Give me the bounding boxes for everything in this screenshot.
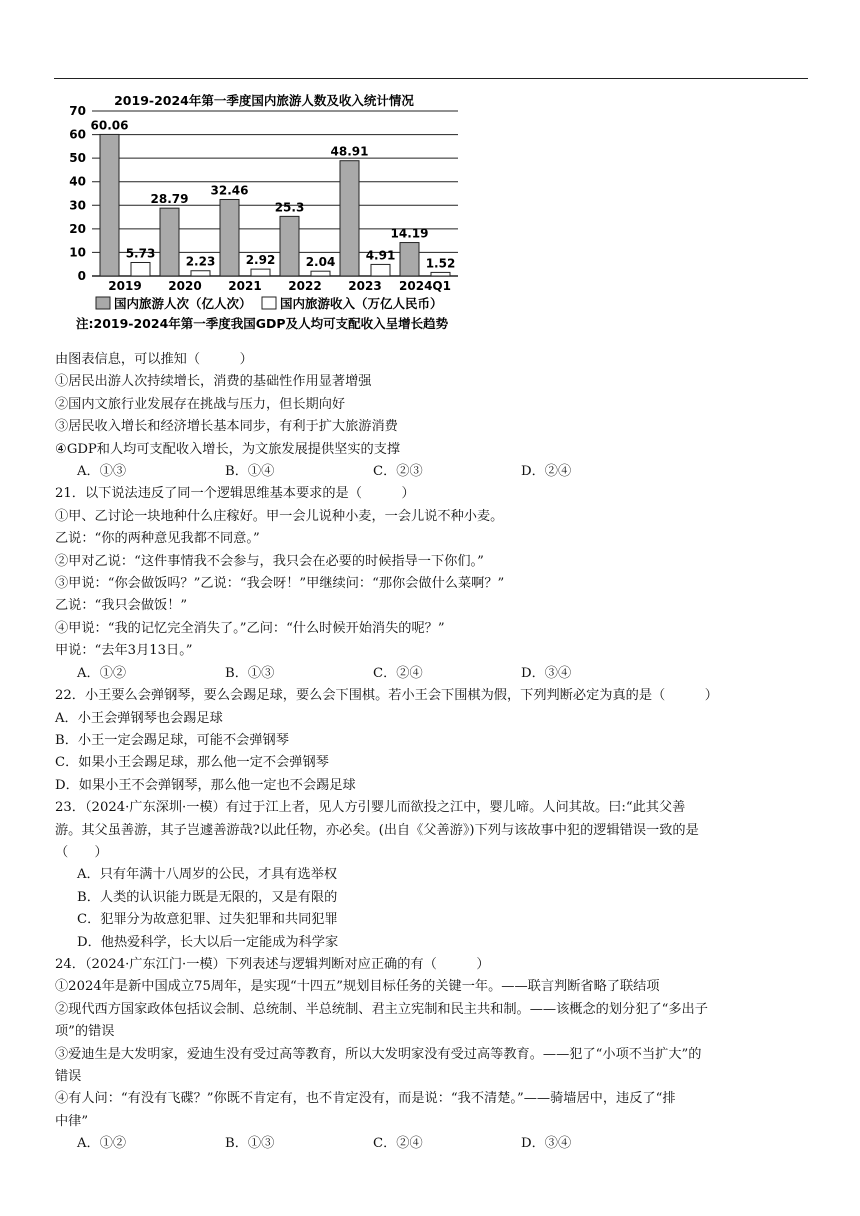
q21-line-6: ④甲说：“我的记忆完全消失了。”乙问：“什么时候开始消失的呢？” [55,620,445,636]
bar-visits-2020 [160,208,179,276]
q21-line-7: 甲说：“去年3月13日。” [55,643,193,659]
category-labels [108,279,451,293]
data-label-revenue-2021: 2.92 [245,253,276,268]
y-tick-40: 40 [69,174,86,189]
x-tick-2023: 2023 [348,279,382,293]
data-label-revenue-2023: 4.91 [365,248,396,263]
q21-line-1: ①甲、乙讨论一块地种什么庄稼好。甲一会儿说种小麦，一会儿说不种小麦。 [55,508,504,524]
legend-swatch-visits [96,297,110,309]
x-tick-2019: 2019 [108,279,142,293]
data-label-revenue-2024Q1: 1.52 [425,256,456,271]
q20-option-a[interactable]: A．①③ [77,464,127,480]
bar-revenue-2019 [131,262,150,276]
y-tick-0: 0 [77,269,86,283]
q20-item-3: ③居民收入增长和经济增长基本同步，有利于扩大旅游消费 [55,419,398,435]
question-content [55,349,815,1156]
bar-visits-2024Q1 [400,243,419,276]
q20-stem: 由图表信息，可以推知（ ） [55,352,253,367]
y-tick-60: 60 [69,127,86,142]
q20-options [55,461,815,483]
q21-line-5: 乙说：“我只会做饭！” [55,598,188,614]
bar-revenue-2020 [191,271,210,276]
q23-choice-c[interactable]: C．犯罪分为故意犯罪、过失犯罪和共同犯罪 [77,912,338,928]
q21-line-2: 乙说：“你的两种意见我都不同意。” [55,531,260,547]
q21-option-d[interactable]: D．③④ [521,665,572,681]
data-label-visits-2022: 25.3 [274,200,305,215]
q20-option-c[interactable]: C．②③ [373,464,423,480]
bar-visits-2022 [280,216,299,276]
q24-line-3: 项”的错误 [55,1024,115,1040]
tourism-bar-chart [54,86,474,336]
bar-revenue-2021 [251,269,270,276]
data-label-revenue-2022: 2.04 [305,255,336,270]
legend-swatch-revenue [262,297,276,309]
q20-option-d[interactable]: D．②④ [521,464,572,480]
q24-option-d[interactable]: D．③④ [521,1136,572,1152]
q21-stem: 21．以下说法违反了同一个逻辑思维基本要求的是（ ） [55,486,415,502]
q24-option-b[interactable]: B．①③ [225,1136,275,1152]
q20-item-4: ④GDP和人均可支配收入增长，为文旅发展提供坚实的支撑 [55,441,401,457]
q24-line-2: ②现代西方国家政体包括议会制、总统制、半总统制、君主立宪制和民主共和制。——该概念的划分犯了“多出子 [55,1001,708,1017]
q22-choice-d[interactable]: D．如果小王不会弹钢琴，那么他一定也不会踢足球 [55,777,356,793]
bar-revenue-2023 [371,264,390,276]
q22-choice-b[interactable]: B．小王一定会踢足球，可能不会弹钢琴 [55,732,289,748]
data-label-visits-2021: 32.46 [210,183,249,198]
q24-option-a[interactable]: A．①② [77,1136,127,1152]
q24-options [55,1133,815,1155]
q23-choice-d[interactable]: D．他热爱科学，长大以后一定能成为科学家 [77,934,339,950]
y-tick-10: 10 [69,245,86,260]
bar-visits-2023 [340,161,359,276]
q24-stem: 24．（2024·广东江门·一模）下列表述与逻辑判断对应正确的有（ ） [55,956,490,972]
y-tick-50: 50 [69,151,86,166]
q20-item-1: ①居民出游人次持续增长，消费的基础性作用显著增强 [55,374,372,390]
data-label-visits-2024Q1: 14.19 [390,226,429,241]
chart-title: 2019-2024年第一季度国内旅游人数及收入统计情况 [114,93,414,108]
q24-line-6: ④有人问：“有没有飞碟？”你既不肯定有，也不肯定没有，而是说：“我不清楚。”——骑墙居中，违反了“排 [55,1091,676,1107]
q21-line-4: ③甲说：“你会做饭吗？”乙说：“我会呀！”甲继续问：“那你会做什么菜啊？” [55,576,505,592]
q21-option-a[interactable]: A．①② [77,665,127,681]
q23-choice-a[interactable]: A．只有年满十八周岁的公民，才具有选举权 [77,867,338,883]
y-axis-ticks [69,104,86,283]
data-label-visits-2019: 60.06 [90,118,129,133]
data-label-revenue-2020: 2.23 [185,254,216,269]
bar-revenue-2024Q1 [431,272,450,276]
q20-option-b[interactable]: B．①④ [225,464,275,480]
chart-legend [96,296,443,311]
data-label-visits-2023: 48.91 [330,144,369,159]
q21-line-3: ②甲对乙说：“这件事情我不会参与，我只会在必要的时候指导一下你们。” [55,553,484,569]
bar-visits-2019 [100,134,119,276]
x-tick-2024Q1: 2024Q1 [399,279,451,293]
q24-line-1: ①2024年是新中国成立75周年，是实现“十四五”规划目标任务的关键一年。——联言判断省略了联结项 [55,979,660,995]
y-tick-20: 20 [69,221,86,236]
legend-label-revenue: 国内旅游收入（万亿人民币） [280,296,443,311]
q24-option-c[interactable]: C．②④ [373,1136,423,1152]
q22-choice-c[interactable]: C．如果小王会踢足球，那么他一定不会弹钢琴 [55,755,329,771]
q24-line-4: ③爱迪生是大发明家，爱迪生没有受过高等教育，所以大发明家没有受过高等教育。——犯了“小项不当扩大”的 [55,1046,702,1062]
bar-visits-2021 [220,199,239,276]
q24-line-5: 错误 [55,1069,82,1084]
x-tick-2020: 2020 [168,279,202,293]
chart-note: 注:2019-2024年第一季度我国GDP及人均可支配收入呈增长趋势 [76,316,449,331]
y-tick-30: 30 [69,198,86,213]
q22-stem: 22．小王要么会弹钢琴，要么会踢足球，要么会下围棋。若小王会下围棋为假，下列判断必定为真的是（ ） [55,688,718,704]
q23-choice-b[interactable]: B．人类的认识能力既是无限的，又是有限的 [77,889,338,905]
header-rule [54,78,808,79]
y-tick-70: 70 [69,104,86,118]
x-tick-2021: 2021 [228,279,262,293]
q21-option-c[interactable]: C．②④ [373,665,423,681]
data-label-revenue-2019: 5.73 [125,246,156,261]
bar-revenue-2022 [311,271,330,276]
x-tick-2022: 2022 [288,279,322,293]
q23-stem-line-3: （ ） [55,844,108,860]
q23-stem-line-2: 游。其父虽善游，其子岂遽善游哉?以此任物，亦必矣。(出自《父善游》)下列与该故事中犯的逻辑错误一致的是 [55,822,699,838]
data-label-visits-2020: 28.79 [150,192,189,207]
q21-option-b[interactable]: B．①③ [225,665,275,681]
q22-choice-a[interactable]: A．小王会弹钢琴也会踢足球 [55,710,223,726]
legend-label-visits: 国内旅游人次（亿人次） [114,296,252,311]
q20-item-2: ②国内文旅行业发展存在挑战与压力，但长期向好 [55,396,346,412]
q24-line-7: 中律” [55,1113,89,1129]
q21-options [55,663,815,685]
q23-stem-line-1: 23．（2024·广东深圳·一模）有过于江上者，见人方引婴儿而欲投之江中，婴儿啼。人问其故。曰:“此其父善 [55,800,686,816]
